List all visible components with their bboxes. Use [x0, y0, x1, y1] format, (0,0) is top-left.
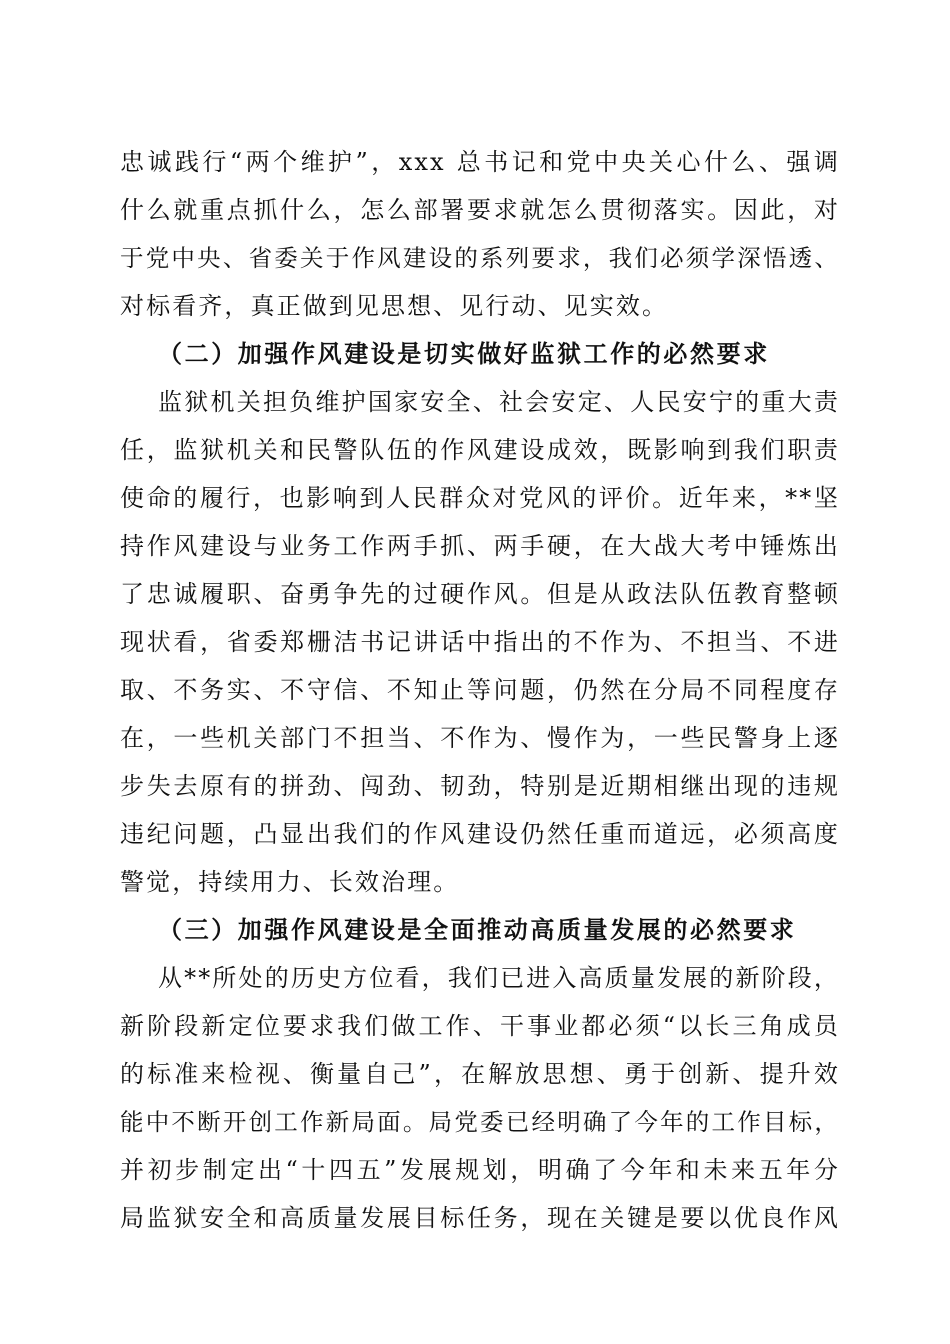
text-line: 警觉，持续用力、长效治理。	[120, 868, 460, 896]
text-line: 任，监狱机关和民警队伍的作风建设成效，既影响到我们职责	[120, 436, 840, 464]
text-line: 对标看齐，真正做到见思想、见行动、见实效。	[120, 292, 669, 320]
text-line: 持作风建设与业务工作两手抓、两手硬，在大战大考中锤炼出	[120, 532, 840, 560]
text-line: 取、不务实、不守信、不知止等问题，仍然在分局不同程度存	[120, 676, 840, 704]
section-heading: （二）加强作风建设是切实做好监狱工作的必然要求	[158, 339, 770, 368]
text-line: 什么就重点抓什么，怎么部署要求就怎么贯彻落实。因此，对	[120, 196, 840, 224]
text-line: 在，一些机关部门不担当、不作为、慢作为，一些民警身上逐	[120, 724, 840, 752]
text-line: 监狱机关担负维护国家安全、社会安定、人民安宁的重大责	[158, 388, 840, 416]
text-line: 并初步制定出“十四五”发展规划，明确了今年和未来五年分	[120, 1156, 840, 1184]
text-line: 从**所处的历史方位看，我们已进入高质量发展的新阶段，	[158, 964, 840, 992]
text-line: 了忠诚履职、奋勇争先的过硬作风。但是从政法队伍教育整顿	[120, 580, 840, 608]
text-line: 的标准来检视、衡量自己”，在解放思想、勇于创新、提升效	[120, 1060, 840, 1088]
text-line: 忠诚践行“两个维护”，xxx 总书记和党中央关心什么、强调	[120, 148, 840, 176]
text-line: 违纪问题，凸显出我们的作风建设仍然任重而道远，必须高度	[120, 820, 840, 848]
text-line: 现状看，省委郑栅洁书记讲话中指出的不作为、不担当、不进	[120, 628, 840, 656]
text-line: 能中不断开创工作新局面。局党委已经明确了今年的工作目标，	[120, 1108, 840, 1136]
text-line: 新阶段新定位要求我们做工作、干事业都必须“以长三角成员	[120, 1012, 840, 1040]
text-line: 于党中央、省委关于作风建设的系列要求，我们必须学深悟透、	[120, 244, 840, 272]
text-line: 局监狱安全和高质量发展目标任务，现在关键是要以优良作风	[120, 1204, 840, 1232]
text-line: 使命的履行，也影响到人民群众对党风的评价。近年来，**坚	[120, 484, 840, 512]
section-heading: （三）加强作风建设是全面推动高质量发展的必然要求	[158, 915, 797, 944]
text-line: 步失去原有的拼劲、闯劲、韧劲，特别是近期相继出现的违规	[120, 772, 840, 800]
